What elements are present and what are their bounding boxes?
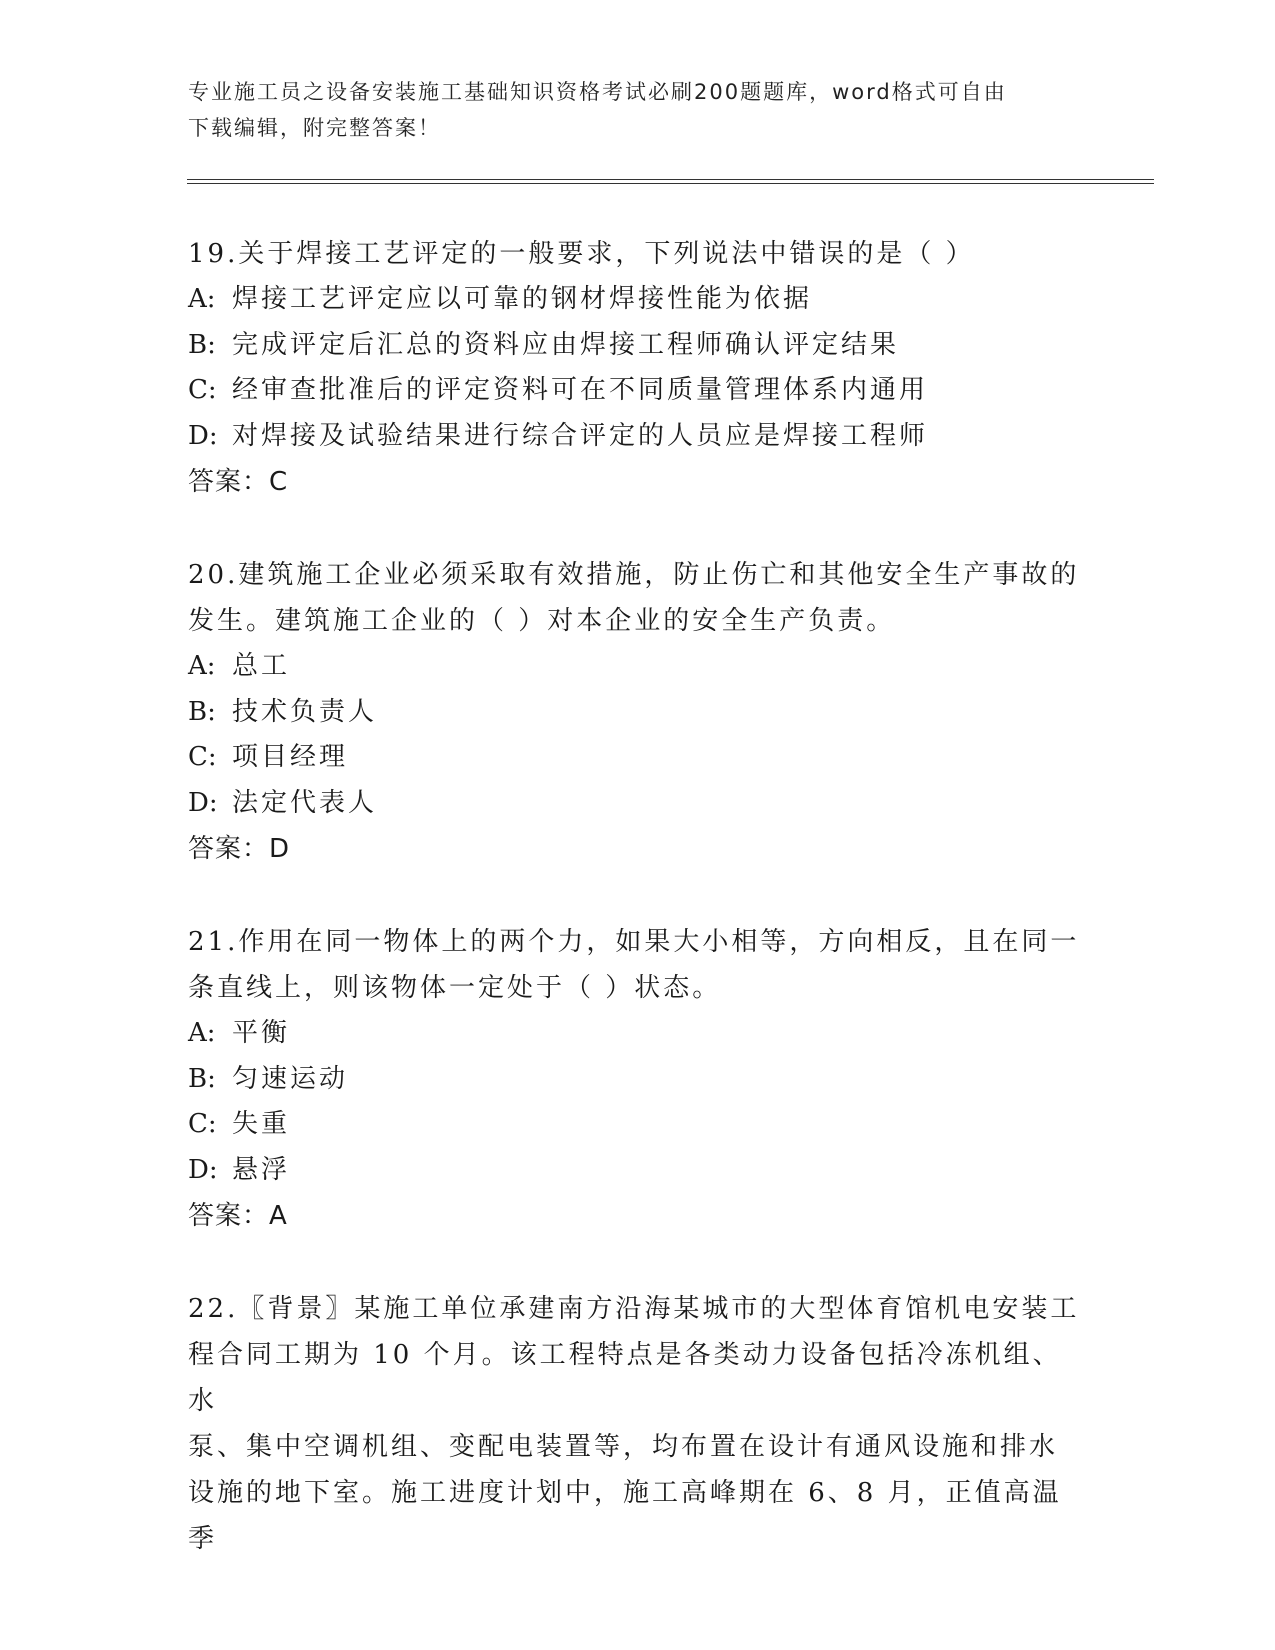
option-letter: A: (188, 651, 216, 681)
stem-line: 程合同工期为 10 个月。该工程特点是各类动力设备包括冷冻机组、水 (188, 1340, 1062, 1416)
option-b (188, 690, 1088, 736)
question-stem (188, 919, 1088, 1011)
option-letter: B: (188, 1063, 216, 1094)
question-19 (188, 231, 1088, 505)
stem-line: 设施的地下室。施工进度计划中，施工高峰期在 6、8 月，正值高温季 (188, 1478, 1062, 1554)
option-letter: B: (188, 329, 216, 360)
option-letter: A: (188, 284, 216, 314)
option-letter: D: (188, 787, 218, 818)
answer: 答案：D (188, 834, 291, 864)
option-text: 焊接工艺评定应以可靠的钢材焊接性能为依据 (232, 284, 813, 314)
option-text: 对焊接及试验结果进行综合评定的人员应是焊接工程师 (232, 420, 929, 451)
option-a (188, 644, 1088, 690)
header-divider (187, 183, 1154, 184)
option-text: 完成评定后汇总的资料应由焊接工程师确认评定结果 (232, 329, 900, 360)
stem-line: 21.作用在同一物体上的两个力，如果大小相等，方向相反，且在同一 (188, 927, 1080, 957)
header-line: 专业施工员之设备安装施工基础知识资格考试必刷200题题库，word格式可自由 (188, 80, 1007, 104)
stem-line: 发生。建筑施工企业的（ ）对本企业的安全生产负责。 (188, 606, 896, 636)
option-letter: B: (188, 696, 216, 727)
question-22 (188, 1286, 1088, 1562)
stem-line: 19.关于焊接工艺评定的一般要求，下列说法中错误的是（ ） (188, 239, 975, 269)
option-b (188, 1057, 1088, 1103)
option-c (188, 1102, 1088, 1148)
option-text: 项目经理 (232, 742, 349, 772)
option-d (188, 781, 1088, 827)
option-a (188, 277, 1088, 323)
header-divider (187, 179, 1154, 180)
option-letter: C: (188, 375, 217, 405)
question-21 (188, 919, 1088, 1239)
option-text: 法定代表人 (232, 787, 378, 818)
option-d (188, 414, 1088, 460)
question-stem (188, 231, 1088, 277)
stem-line: 泵、集中空调机组、变配电装置等，均布置在设计有通风设施和排水 (188, 1432, 1059, 1462)
option-letter: C: (188, 742, 217, 772)
option-letter: D: (188, 420, 218, 451)
question-list (188, 231, 1088, 1609)
option-text: 悬浮 (232, 1154, 291, 1185)
document-header (188, 74, 1068, 146)
answer: 答案：C (188, 467, 289, 497)
option-b (188, 323, 1088, 369)
option-text: 经审查批准后的评定资料可在不同质量管理体系内通用 (232, 375, 929, 405)
option-d (188, 1148, 1088, 1194)
question-20 (188, 552, 1088, 872)
stem-line: 22.〖背景〗某施工单位承建南方沿海某城市的大型体育馆机电安装工 (188, 1294, 1080, 1324)
question-stem (188, 552, 1088, 644)
option-c (188, 735, 1088, 781)
answer: 答案：A (188, 1201, 288, 1231)
header-line: 下载编辑，附完整答案！ (188, 116, 441, 140)
option-letter: D: (188, 1154, 218, 1185)
stem-line: 20.建筑施工企业必须采取有效措施，防止伤亡和其他安全生产事故的 (188, 560, 1080, 590)
option-letter: A: (188, 1018, 216, 1048)
option-text: 总工 (232, 651, 291, 681)
option-text: 平衡 (232, 1018, 291, 1048)
option-text: 匀速运动 (232, 1063, 349, 1094)
option-c (188, 368, 1088, 414)
option-a (188, 1011, 1088, 1057)
option-letter: C: (188, 1109, 217, 1139)
question-stem (188, 1286, 1088, 1562)
stem-line: 条直线上，则该物体一定处于（ ）状态。 (188, 973, 722, 1003)
option-text: 技术负责人 (232, 696, 378, 727)
option-text: 失重 (232, 1109, 291, 1139)
